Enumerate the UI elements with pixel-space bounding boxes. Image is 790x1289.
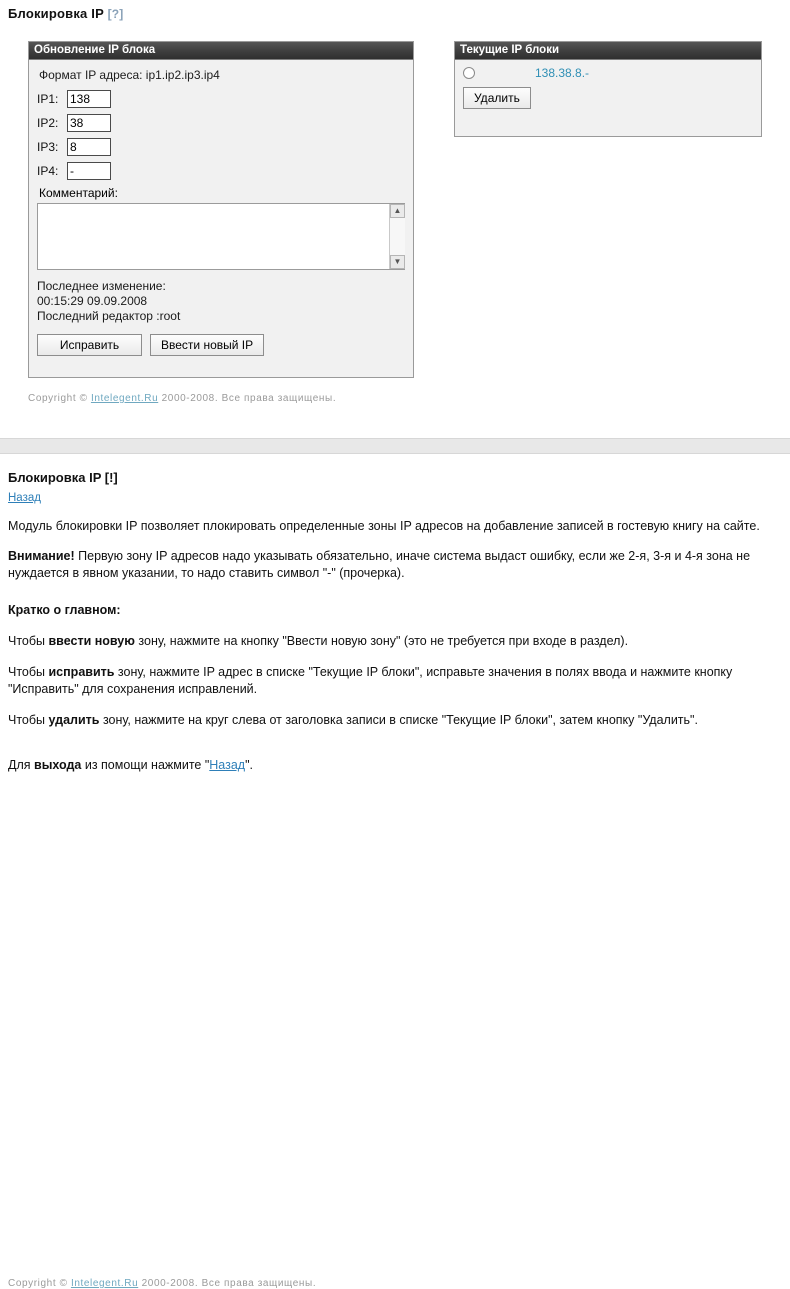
help-step-1 <box>8 633 782 650</box>
help-exit-back-link[interactable]: Назад <box>209 758 246 772</box>
copyright-suffix: 2000-2008. Все права защищены. <box>161 393 337 404</box>
ip-format-hint: Формат IP адреса: ip1.ip2.ip3.ip4 <box>39 68 220 82</box>
comment-field-wrapper <box>37 203 405 270</box>
current-panel-buttons <box>455 80 761 109</box>
copyright-prefix: Copyright © <box>28 393 88 404</box>
current-ip-blocks-panel <box>454 41 762 137</box>
page-title-text: Блокировка IP <box>8 6 104 21</box>
help-intro: Модуль блокировки IP позволяет плокировать определенные зоны IP адресов на добавление записей в гостевую книгу на сайте. <box>8 519 760 533</box>
last-change-label: Последнее изменение: <box>37 279 166 293</box>
help-title-text: Блокировка IP <box>8 470 102 485</box>
copyright-bottom <box>8 1278 316 1289</box>
meta-info <box>37 279 405 324</box>
help-exit <box>8 757 782 774</box>
help-step-2-part-b: исправить <box>48 665 115 679</box>
ip4-input[interactable] <box>67 162 111 180</box>
comment-scrollbar[interactable] <box>389 204 404 269</box>
help-step-2 <box>8 664 782 698</box>
copyright-bottom-suffix: 2000-2008. Все права защищены. <box>141 1278 317 1289</box>
copyright-bottom-brand[interactable]: Intelegent.Ru <box>70 1278 139 1289</box>
help-subtitle: Кратко о главном: <box>8 603 121 617</box>
help-exit-part-c: из помощи нажмите " <box>81 758 210 772</box>
back-link[interactable]: Назад <box>8 492 41 504</box>
update-panel-body <box>29 60 413 364</box>
update-ip-block-panel <box>28 41 414 378</box>
copyright-top <box>28 393 336 404</box>
ip-block-section <box>0 0 790 404</box>
help-step-2-part-c: зону, нажмите IP адрес в списке "Текущие IP блоки", исправьте значения в полях ввода и нажмите кнопку "Исправить" для сохранения исправлений. <box>8 665 733 696</box>
help-step-1-part-c: зону, нажмите на кнопку "Ввести новую зону" (это не требуется при входе в раздел). <box>134 634 629 648</box>
help-warning-label: Внимание! <box>8 549 75 563</box>
ip-block-link[interactable]: 138.38.8.- <box>535 66 590 80</box>
update-panel-header: Обновление IP блока <box>29 42 413 60</box>
ip2-row <box>37 114 405 132</box>
help-exit-part-d: ". <box>245 758 254 772</box>
ip2-label: IP2: <box>37 116 59 130</box>
new-ip-button[interactable]: Ввести новый IP <box>150 334 264 356</box>
scroll-track[interactable] <box>390 218 405 255</box>
copyright-brand[interactable]: Intelegent.Ru <box>90 393 159 404</box>
ip3-input[interactable] <box>67 138 111 156</box>
scroll-down-icon[interactable]: ▼ <box>390 255 405 269</box>
ip1-label: IP1: <box>37 92 59 106</box>
delete-button[interactable]: Удалить <box>463 87 531 109</box>
help-hint-icon[interactable]: [?] <box>107 7 124 21</box>
help-warning <box>8 548 782 582</box>
help-step-1-part-b: ввести новую <box>48 634 135 648</box>
list-item[interactable] <box>455 60 761 80</box>
page-title <box>0 0 790 21</box>
ip3-label: IP3: <box>37 140 59 154</box>
comment-label: Комментарий: <box>39 186 118 200</box>
last-editor: Последний редактор :root <box>37 309 181 323</box>
help-warning-text: Первую зону IP адресов надо указывать обязательно, иначе система выдаст ошибку, если же 2-я, 3-я и 4-я зона не нуждается в явном указании, то надо ставить символ "-" (прочерка). <box>8 549 751 580</box>
help-title <box>0 470 790 485</box>
help-exit-part-b: выхода <box>34 758 82 772</box>
help-exit-part-a: Для <box>8 758 35 772</box>
last-change-value: 00:15:29 09.09.2008 <box>37 294 148 308</box>
ip2-input[interactable] <box>67 114 111 132</box>
ip4-label: IP4: <box>37 164 59 178</box>
ip1-input[interactable] <box>67 90 111 108</box>
scroll-up-icon[interactable]: ▲ <box>390 204 405 218</box>
help-step-3-part-b: удалить <box>48 713 100 727</box>
copyright-bottom-prefix: Copyright © <box>8 1278 68 1289</box>
ip1-row <box>37 90 405 108</box>
current-panel-header: Текущие IP блоки <box>455 42 761 60</box>
help-step-1-part-a: Чтобы <box>8 634 49 648</box>
help-step-3-part-a: Чтобы <box>8 713 49 727</box>
help-step-3-part-c: зону, нажмите на круг слева от заголовка записи в списке "Текущие IP блоки", затем кнопку "Удалить". <box>99 713 698 727</box>
help-step-3 <box>8 712 782 729</box>
fix-button[interactable]: Исправить <box>37 334 142 356</box>
update-panel-buttons <box>37 334 405 356</box>
section-divider <box>0 438 790 454</box>
help-section <box>0 470 790 1289</box>
help-warning-icon[interactable]: [!] <box>104 470 118 485</box>
radio-icon[interactable] <box>463 67 475 79</box>
ip4-row <box>37 162 405 180</box>
comment-textarea[interactable] <box>38 204 390 269</box>
ip3-row <box>37 138 405 156</box>
help-step-2-part-a: Чтобы <box>8 665 49 679</box>
